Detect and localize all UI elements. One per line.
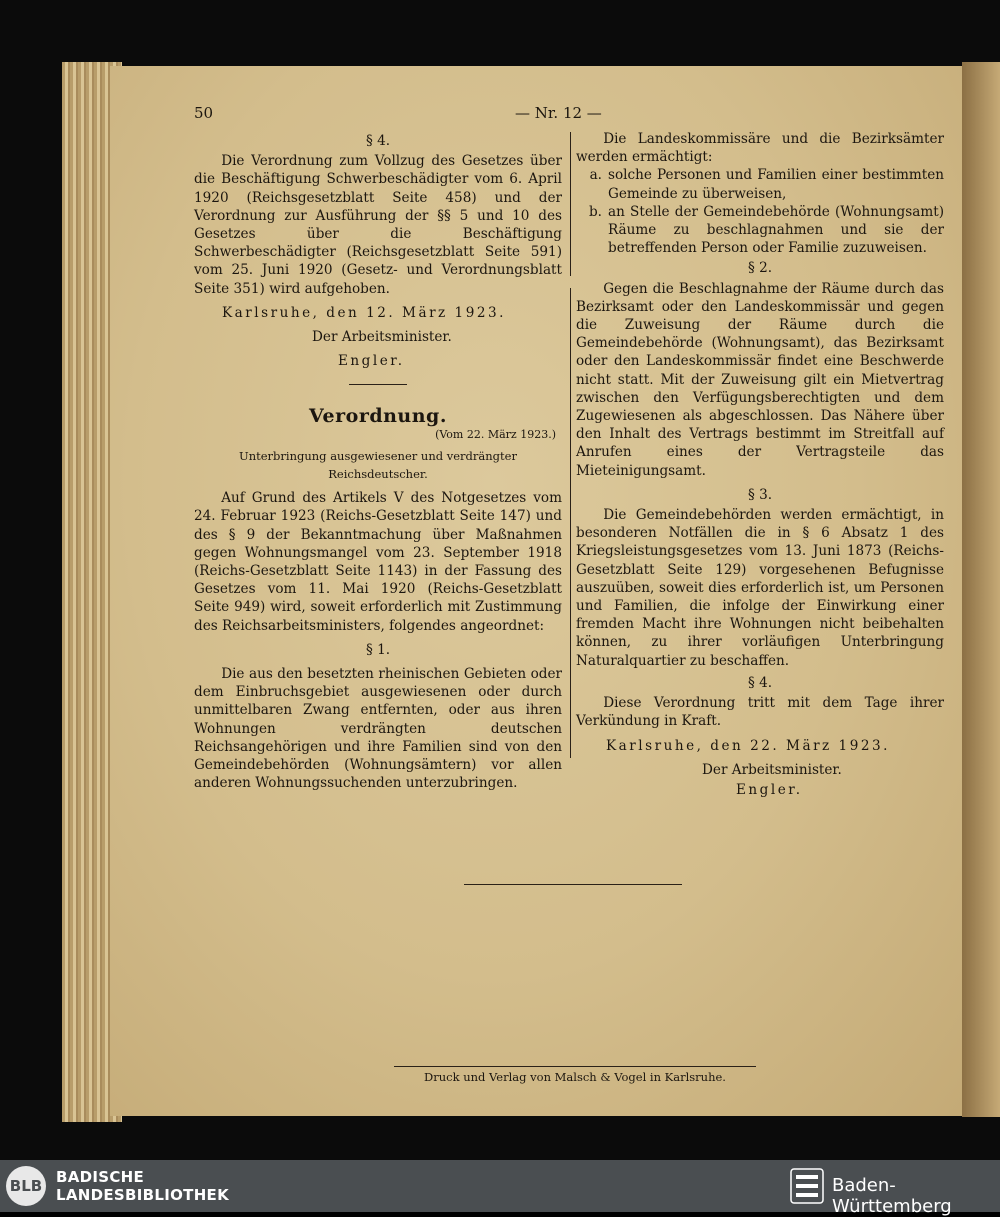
right-sec3-heading: § 3.	[747, 486, 773, 503]
right-place-date: Karlsruhe, den 22. März 1923.	[606, 737, 890, 754]
issue-number: — Nr. 12 —	[515, 104, 602, 122]
left-signature: Engler.	[338, 353, 405, 370]
list-item	[576, 166, 944, 202]
decree-intro: Auf Grund des Artikels V des Notgesetzes vom 24. Februar 1923 (Reichs-Gesetzblatt Seite 147) und des § 9 der Bekanntmachung über Maßnahmen gegen Wohnungsmangel vom 23. September 1918 (Reichs-Gesetzblatt Seite 1143) in der Fassung des Gesetzes vom 11. Mai 1920 (Reichs-Gesetzblatt Seite 949) wird, soweit erforderlich mit Zustimmung des Reichsarbeitsministers, folgendes angeordnet:	[194, 490, 562, 634]
left-place-date: Karlsruhe, den 12. März 1923.	[222, 304, 506, 321]
library-name-line2: LANDESBIBLIOTHEK	[56, 1186, 230, 1204]
right-signature: Engler.	[736, 781, 803, 798]
column-rule-bottom	[570, 288, 571, 758]
document-page	[110, 66, 962, 1116]
list-item-text: solche Personen und Familien einer bestimmten Gemeinde zu überweisen,	[608, 167, 944, 202]
list-item-text: an Stelle der Gemeindebehörde (Wohnungsamt) Räume zu beschlagnahmen und sie der betreffenden Person oder Familie zuzuweisen.	[608, 203, 944, 257]
right-sec4-text: Diese Verordnung tritt mit dem Tage ihrer Verkündung in Kraft.	[576, 695, 944, 730]
footer-rule	[394, 1066, 756, 1067]
left-sec1-heading: § 1.	[365, 641, 391, 658]
library-bar	[0, 1160, 1000, 1217]
facing-page-edge	[962, 62, 1000, 1117]
decree-subtitle: Unterbringung ausgewiesener und verdrängter Reichsdeutscher.	[239, 448, 517, 482]
column-rule-top	[570, 132, 571, 276]
list-item-label: a.	[589, 167, 602, 184]
library-name-line1: BADISCHE	[56, 1168, 145, 1186]
left-sec4-heading: § 4.	[365, 133, 391, 149]
list-item	[576, 203, 944, 258]
left-column	[194, 130, 562, 793]
decree-title: Verordnung.	[309, 405, 447, 428]
page-number: 50	[194, 104, 214, 122]
state-name[interactable]: Baden-Württemberg	[832, 1175, 952, 1217]
coat-of-arms-icon	[790, 1168, 824, 1204]
right-column	[576, 130, 944, 799]
right-minister: Der Arbeitsminister.	[702, 761, 842, 778]
right-sec2-text: Gegen die Beschlagnahme der Räume durch das Bezirksamt oder den Landeskommissär und gegen die Zuweisung der Räume durch die Gemeindebehörde (Wohnungsamt), das Bezirksamt oder den Landeskommissär findet eine Beschwerde nicht statt. Mit der Zuweisung gilt ein Mietvertrag zwischen den Verfügungsberechtigten und dem Zugewiesenen als abgeschlossen. Das Nähere über den Inhalt des Vertrags bestimmt im Streitfall auf Anrufen eines der Vertragsteile das Mieteinigungsamt.	[576, 280, 944, 479]
library-name[interactable]	[56, 1168, 229, 1204]
right-sec4-heading: § 4.	[747, 674, 773, 691]
end-rule	[464, 884, 682, 885]
right-sec2-heading: § 2.	[747, 260, 773, 277]
decree-date: (Vom 22. März 1923.)	[435, 427, 556, 441]
right-sec3-text: Die Gemeindebehörden werden ermächtigt, in besonderen Notfällen die in § 6 Absatz 1 des Kriegsleistungsgesetzes vom 13. Juni 1873 (Reichs-Gesetzblatt Seite 129) vorgesehenen Befugnisse auszuüben, soweit dies erforderlich ist, um Personen und Familien, die infolge der Einwirkung einer fremden Macht ihre Wohnungen nicht beibehalten können, zu ihrer vorläufigen Unterbringung Naturalquartier zu beschaffen.	[576, 507, 944, 669]
section-divider	[349, 384, 407, 385]
list-item-label: b.	[588, 203, 602, 220]
left-sec4-text: Die Verordnung zum Vollzug des Gesetzes über die Beschäftigung Schwerbeschädigter vom 6. April 1920 (Reichsgesetzblatt Seite 458) und der Verordnung zur Ausführung der §§ 5 und 10 des Gesetzes über die Beschäftigung Schwerbeschädigter (Reichsgesetzblatt Seite 591) vom 25. Juni 1920 (Gesetz- und Verordnungsblatt Seite 351) wird aufgehoben.	[194, 153, 562, 297]
left-sec1-text: Die aus den besetzten rheinischen Gebieten oder dem Einbruchsgebiet ausgewiesenen oder durch unmittelbaren Zwang entfernten, oder aus ihren Wohnungen verdrängten deutschen Reichsangehörigen und ihre Familien sind von den Gemeindebehörden (Wohnungsämtern) vor allen anderen Wohnungssuchenden unterzubringen.	[194, 666, 562, 792]
blb-logo[interactable]: BLB	[6, 1166, 46, 1206]
imprint: Druck und Verlag von Malsch & Vogel in Karlsruhe.	[424, 1070, 726, 1084]
right-intro: Die Landeskommissäre und die Bezirksämter werden ermächtigt:	[576, 131, 944, 166]
left-minister: Der Arbeitsminister.	[312, 329, 452, 346]
